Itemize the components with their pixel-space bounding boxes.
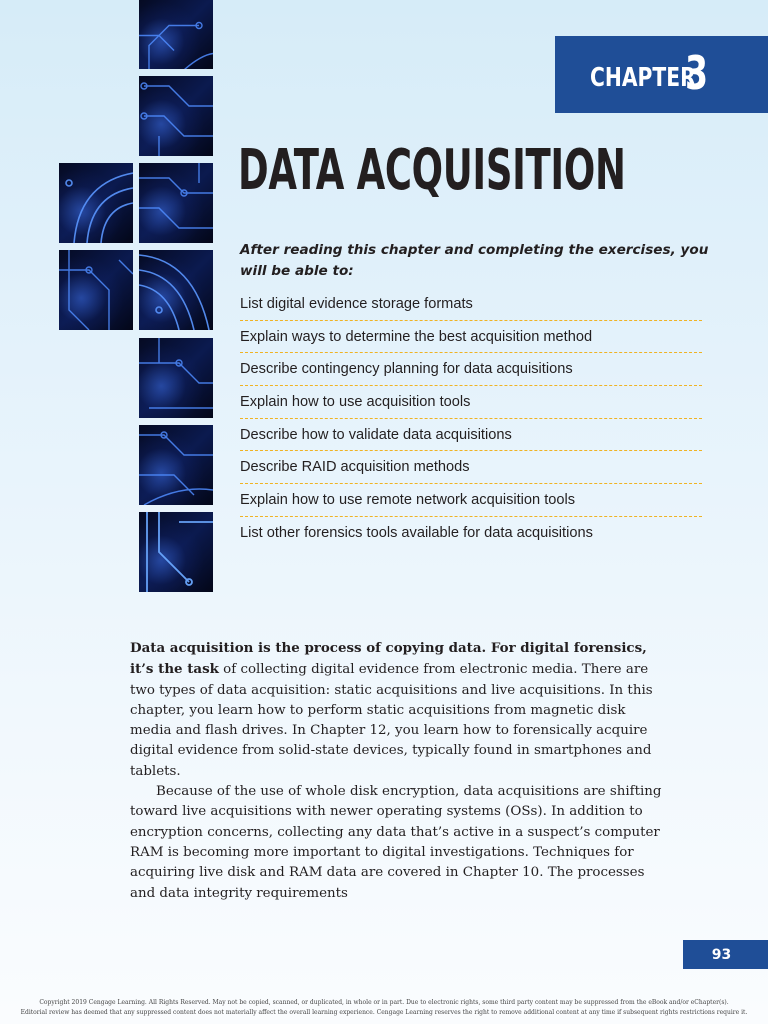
circuit-tile <box>139 512 213 592</box>
copyright-notice <box>0 998 768 1018</box>
objective-item: Describe how to validate data acquisitions <box>240 419 702 452</box>
circuit-tile <box>139 163 213 243</box>
body-paragraph-rest: of collecting digital evidence from electronic media. There are two types of data acquisition: static acquisitions and live acquisitions. In this chapter, you learn how to perform static acquisitions from magnetic disk media and flash drives. In Chapter 12, you learn how to forensically acquire digital evidence from solid-state devices, typically found in smartphones and tablets. <box>130 662 653 779</box>
circuit-tile <box>139 76 213 156</box>
objectives-intro: After reading this chapter and completing the exercises, you will be able to: <box>240 242 709 279</box>
objective-item: Explain ways to determine the best acquisition method <box>240 321 702 354</box>
circuit-tile <box>59 250 133 330</box>
circuit-tile <box>139 250 213 330</box>
objective-item: Explain how to use acquisition tools <box>240 386 702 419</box>
copyright-line: Copyright 2019 Cengage Learning. All Rights Reserved. May not be copied, scanned, or duplicated, in whole or in part. Due to electronic rights, some third party content may be suppressed from the eBook and/or eChapter(s). <box>39 999 729 1006</box>
circuit-tile <box>139 0 213 69</box>
objective-item: Explain how to use remote network acquisition tools <box>240 484 702 517</box>
lead-sentence: Data acquisition is the process of copying data. For digital forensics, it’s the task <box>130 640 647 678</box>
body-paragraph <box>130 638 670 782</box>
circuit-tile <box>139 425 213 505</box>
objective-item: List other forensics tools available for data acquisitions <box>240 525 593 542</box>
chapter-number: 3 <box>685 46 709 100</box>
body-paragraph: Because of the use of whole disk encryption, data acquisitions are shifting toward live acquisitions with newer operating systems (OSs). In addition to encryption concerns, collecting any data that’s active in a suspect’s computer RAM is becoming more important to digital investigations. Techniques for acquiring live disk and RAM data are covered in Chapter 10. The processes and data integrity requirements <box>130 784 662 901</box>
objective-item: Describe RAID acquisition methods <box>240 451 702 484</box>
chapter-title: DATA ACQUISITION <box>238 138 626 203</box>
body-text <box>130 638 670 904</box>
objective-item: List digital evidence storage formats <box>240 288 702 321</box>
page-number: 93 <box>683 940 768 969</box>
chapter-label: CHAPTER <box>590 62 696 93</box>
circuit-tile <box>139 338 213 418</box>
chapter-tab <box>555 36 768 113</box>
objectives-list <box>240 288 702 550</box>
objective-item: Describe contingency planning for data acquisitions <box>240 353 702 386</box>
copyright-line: Editorial review has deemed that any suppressed content does not materially affect the overall learning experience. Cengage Learning reserves the right to remove additional content at any time if subsequent rights restrictions require it. <box>20 1009 748 1016</box>
circuit-tile <box>59 163 133 243</box>
